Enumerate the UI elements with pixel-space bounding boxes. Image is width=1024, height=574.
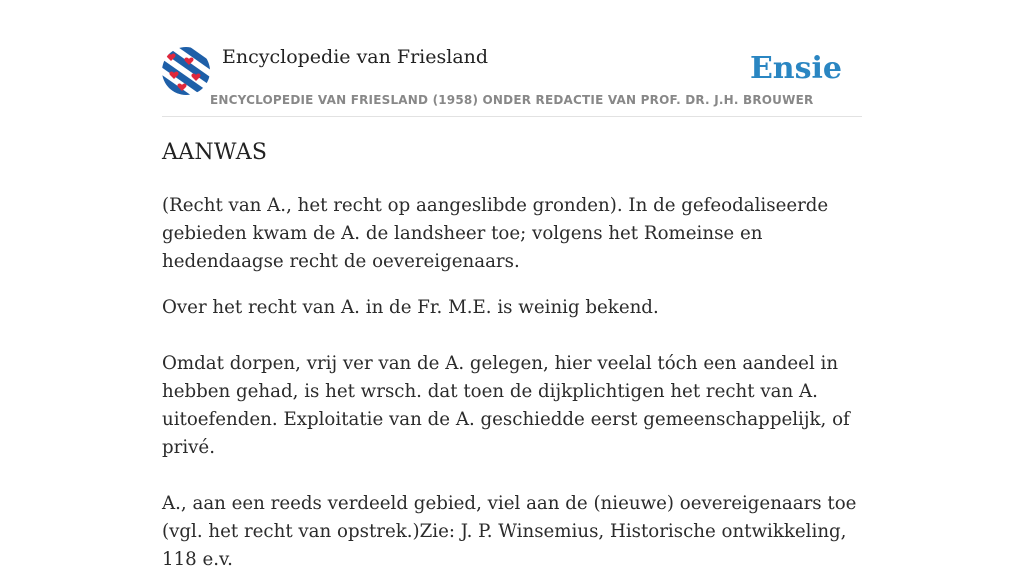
site-header [162,0,862,117]
site-title[interactable]: Encyclopedie van Friesland [222,46,489,68]
ensie-brand-link[interactable]: Ensie [749,51,842,86]
article-paragraph: A., aan een reeds verdeeld gebied, viel aan de (nieuwe) oevereigenaars toe (vgl. het recht van opstrek.)Zie: J. P. Winsemius, Historische ontwikkeling, 118 e.v. [162,493,857,570]
article-body [162,192,867,574]
article-paragraph: Over het recht van A. in de Fr. M.E. is weinig bekend. [162,297,659,318]
frisian-flag-logo-icon[interactable] [162,47,210,95]
site-subtitle: ENCYCLOPEDIE VAN FRIESLAND (1958) ONDER REDACTIE VAN PROF. DR. J.H. BROUWER [210,93,814,107]
article-paragraph: (Recht van A., het recht op aangeslibde gronden). In de gefeodaliseerde gebieden kwam de A. de landsheer toe; volgens het Romeinse en hedendaagse recht de oevereigenaars. [162,195,829,272]
page [162,0,862,570]
article-title: AANWAS [162,140,268,165]
article-paragraph: Omdat dorpen, vrij ver van de A. gelegen, hier veelal tóch een aandeel in hebben gehad, is het wrsch. dat toen de dijkplichtigen het recht van A. uitoefenden. Exploitatie van de A. geschiedde eerst gemeenschappelijk, of privé. [162,353,850,458]
